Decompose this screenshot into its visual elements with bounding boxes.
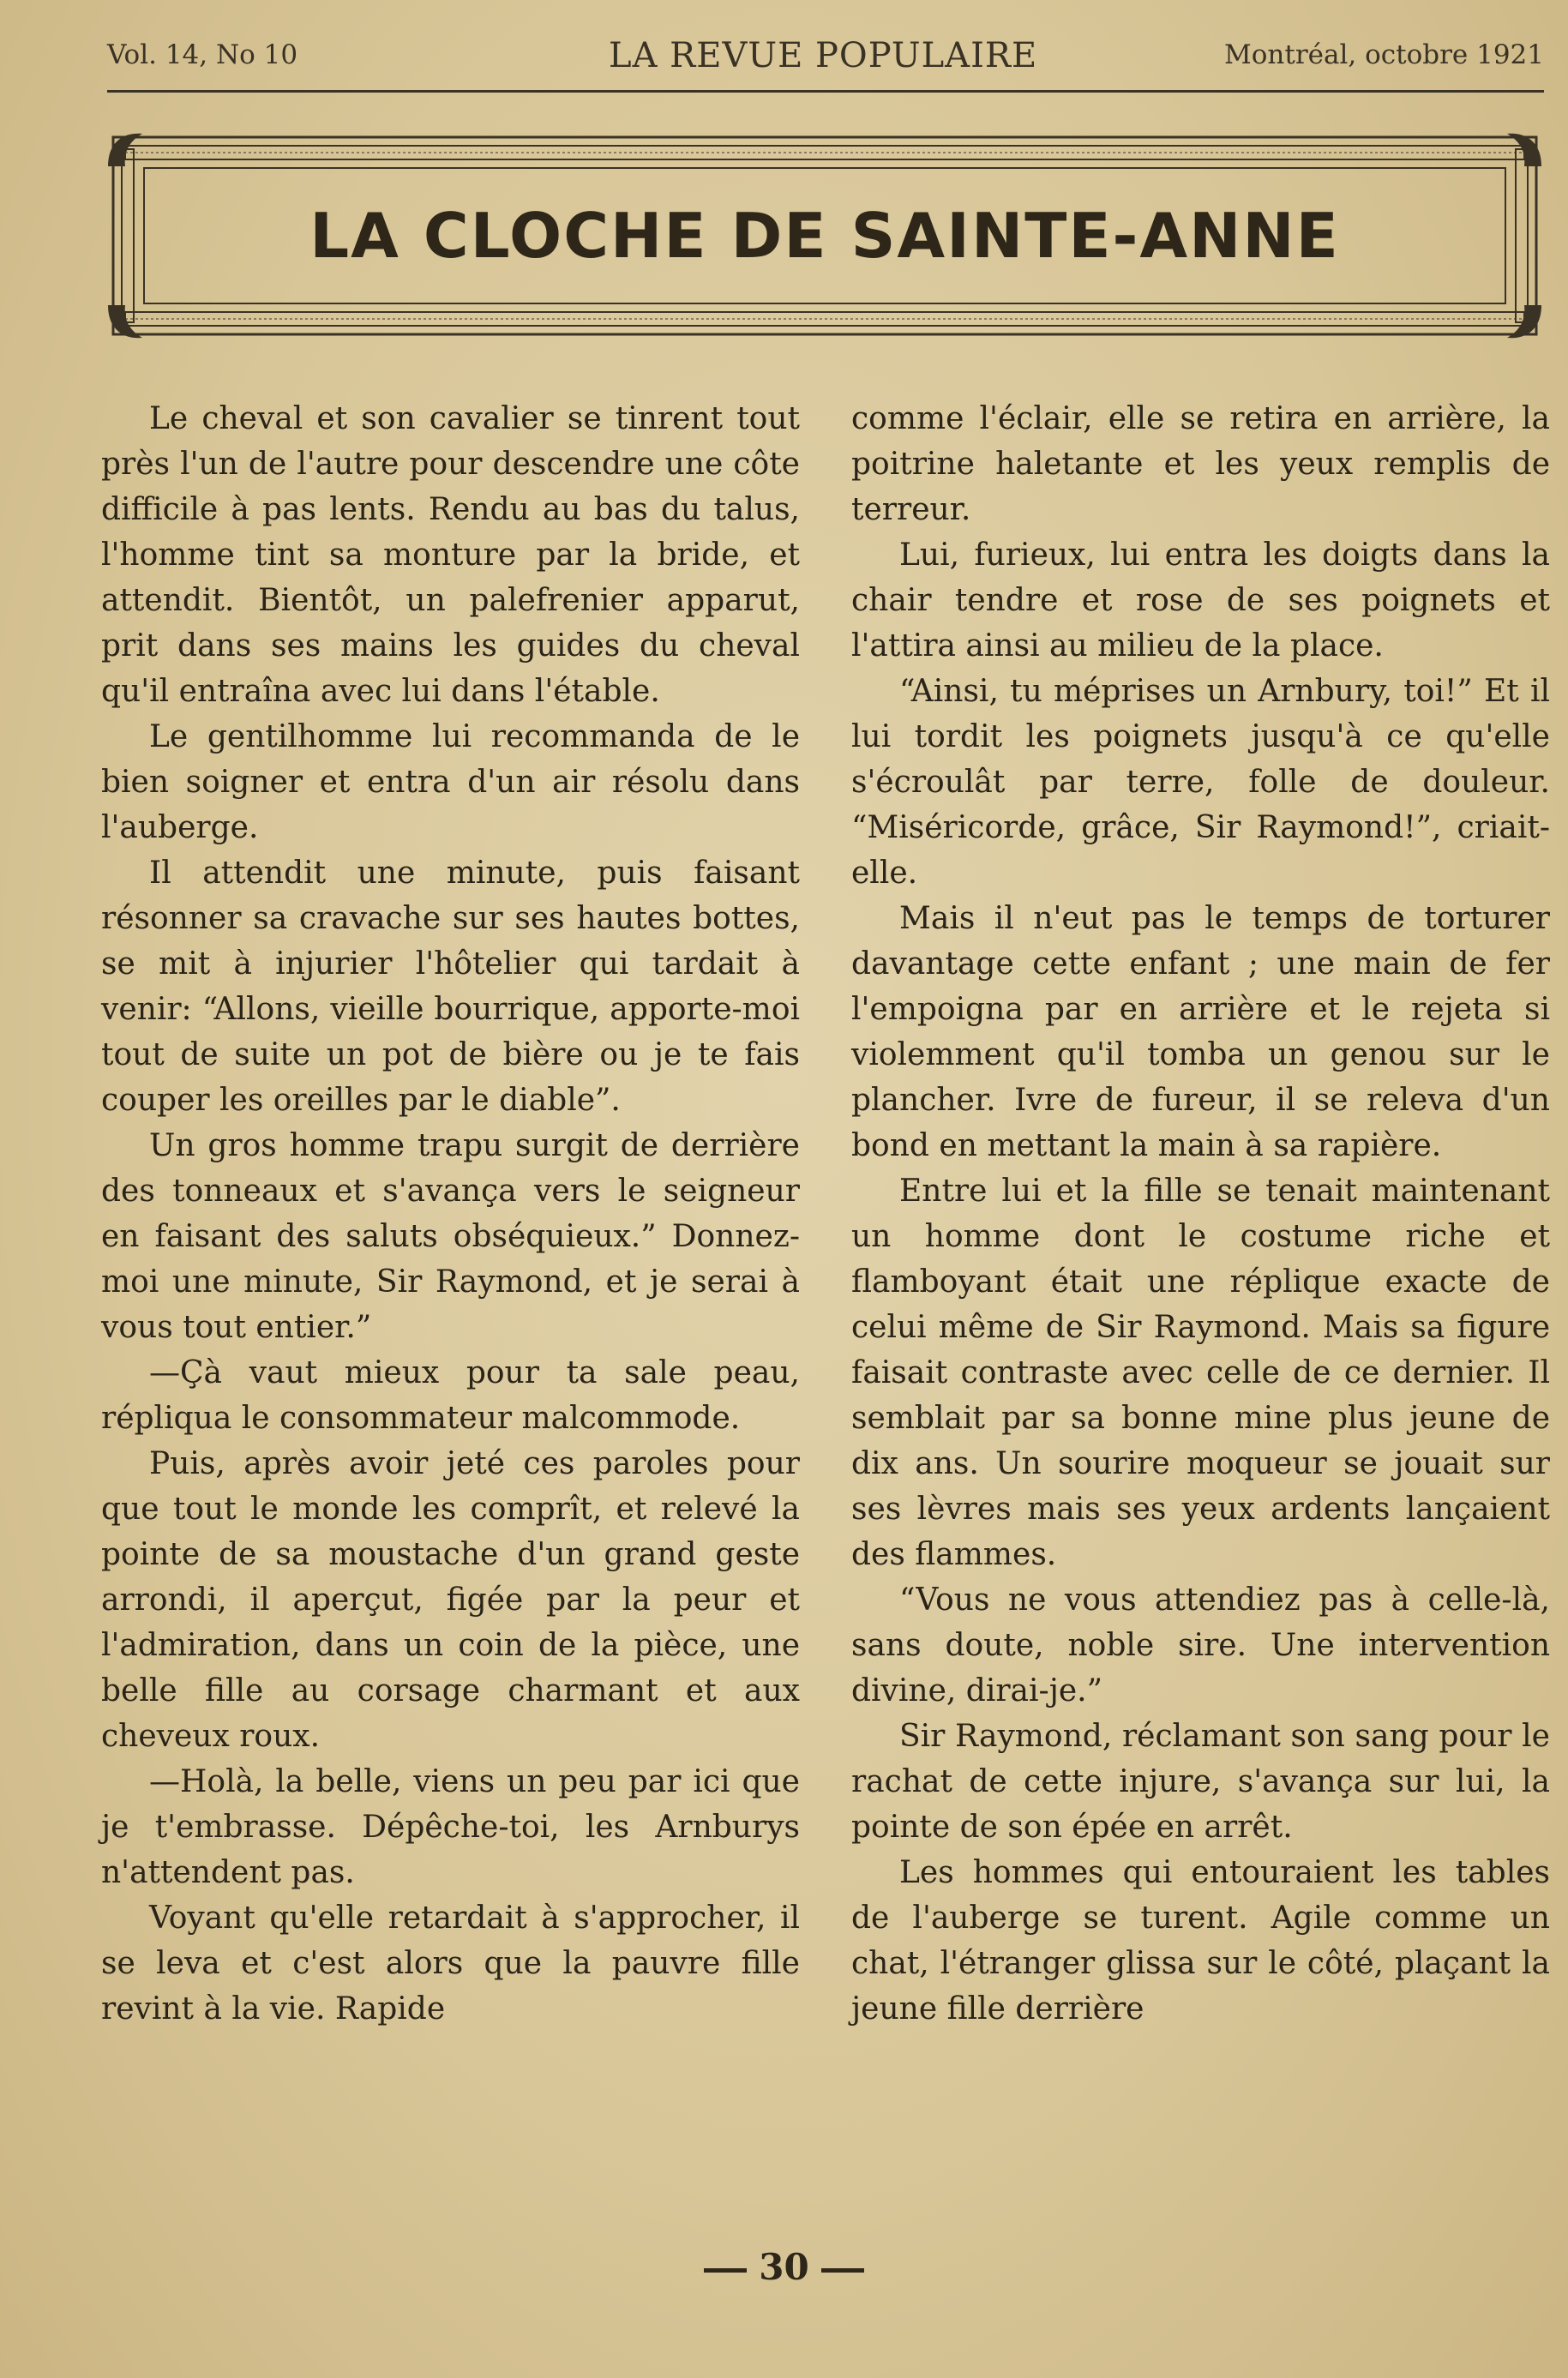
volume-number: Vol. 14, No 10	[107, 39, 298, 70]
header-rule	[107, 90, 1544, 93]
title-frame	[105, 129, 1545, 343]
paragraph: Les hommes qui entouraient les tables de l'auberge se turent. Agile comme un chat, l'étranger glissa sur le côté, plaçant la jeune fille derrière	[851, 1855, 1550, 2027]
article-title: LA CLOCHE DE SAINTE-ANNE	[309, 200, 1340, 272]
column-right	[851, 396, 1550, 2213]
page-footer	[0, 2246, 1568, 2288]
dash-left	[704, 2268, 747, 2273]
paragraph: —Çà vaut mieux pour ta sale peau, répliqua le consommateur malcommode.	[101, 1355, 800, 1436]
paragraph: Lui, furieux, lui entra les doigts dans la chair tendre et rose de ses poignets et l'attira ainsi au milieu de la place.	[851, 537, 1550, 664]
paragraph: Le gentilhomme lui recommanda de le bien soigner et entra d'un air résolu dans l'auberge.	[101, 719, 800, 845]
paragraph: Un gros homme trapu surgit de derrière des tonneaux et s'avança vers le seigneur en faisant des saluts obséquieux.” Donnez-moi une minute, Sir Raymond, et je serai à vous tout entier.”	[101, 1128, 800, 1345]
place-date: Montréal, octobre 1921	[1224, 39, 1544, 70]
paragraph: Il attendit une minute, puis faisant résonner sa cravache sur ses hautes bottes, se mit à injurier l'hôtelier qui tardait à venir: “Allons, vieille bourrique, apporte-moi tout de suite un pot de bière ou je te fais couper les oreilles par le diable”.	[101, 856, 800, 1118]
column-left	[101, 396, 800, 2213]
paragraph: Mais il n'eut pas le temps de torturer davantage cette enfant ; une main de fer l'empoigna par en arrière et le rejeta si violemment qu'il tomba un genou sur le plancher. Ivre de fureur, il se releva d'un bond en mettant la main à sa rapière.	[851, 901, 1550, 1163]
paragraph: Sir Raymond, réclamant son sang pour le rachat de cette injure, s'avança sur lui, la pointe de son épée en arrêt.	[851, 1719, 1550, 1845]
paragraph: Entre lui et la fille se tenait maintenant un homme dont le costume riche et flamboyant était une réplique exacte de celui même de Sir Raymond. Mais sa figure faisait contraste avec celle de ce dernier. Il semblait par sa bonne mine plus jeune de dix ans. Un sourire moqueur se jouait sur ses lèvres mais ses yeux ardents lançaient des flammes.	[851, 1174, 1550, 1572]
paragraph-continuation: comme l'éclair, elle se retira en arrière, la poitrine haletante et les yeux remplis de terreur.	[851, 401, 1550, 527]
page-number: 30	[759, 2246, 809, 2288]
paragraph: “Ainsi, tu méprises un Arnbury, toi!” Et il lui tordit les poignets jusqu'à ce qu'elle s'écroulât par terre, folle de douleur. “Miséricorde, grâce, Sir Raymond!”, criait-elle.	[851, 674, 1550, 891]
paragraph: Voyant qu'elle retardait à s'approcher, il se leva et c'est alors que la pauvre fille revint à la vie. Rapide	[101, 1901, 800, 2027]
dash-right	[821, 2268, 864, 2273]
paragraph: Le cheval et son cavalier se tinrent tout près l'un de l'autre pour descendre une côte difficile à pas lents. Rendu au bas du talus, l'homme tint sa monture par la bride, et attendit. Bientôt, un palefrenier apparut, prit dans ses mains les guides du cheval qu'il entraîna avec lui dans l'étable.	[101, 401, 800, 709]
page-header	[107, 33, 1544, 84]
paragraph: Puis, après avoir jeté ces paroles pour que tout le monde les comprît, et relevé la pointe de sa moustache d'un grand geste arrondi, il aperçut, figée par la peur et l'admiration, dans un coin de la pièce, une belle fille au corsage charmant et aux cheveux roux.	[101, 1446, 800, 1754]
paragraph: —Holà, la belle, viens un peu par ici que je t'embrasse. Dépêche-toi, les Arnburys n'attendent pas.	[101, 1764, 800, 1890]
paragraph: “Vous ne vous attendiez pas à celle-là, sans doute, noble sire. Une intervention divine, dirai-je.”	[851, 1582, 1550, 1708]
article-body	[101, 396, 1550, 2213]
publication-name: LA REVUE POPULAIRE	[609, 36, 1038, 75]
